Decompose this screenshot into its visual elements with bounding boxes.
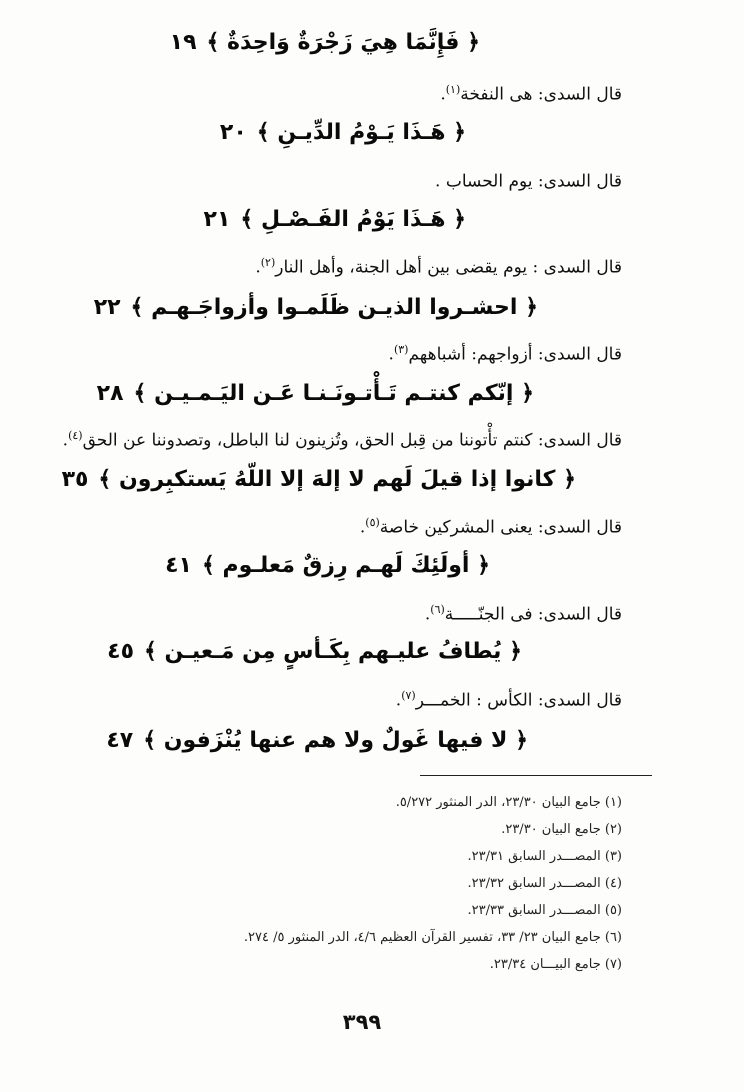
commentary-line <box>440 77 622 108</box>
commentary-text: قال السدى: يعنى المشركين خاصة <box>379 517 622 538</box>
verse-number: ٢٨ <box>96 381 124 406</box>
verse-text: ﴿ هَـذَا يَـوْمُ الدِّيـنِ ﴾ <box>256 120 466 145</box>
commentary-line <box>389 337 622 368</box>
commentary-text: قال السدى : يوم يقضى بين أهل الجنة، وأهل النار <box>275 257 622 278</box>
commentary-text: قال السدى: فى الجنّـــــة <box>444 604 622 625</box>
commentary-tail: . <box>62 430 69 451</box>
verse-number: ٢١ <box>203 207 231 232</box>
verse-line <box>170 28 480 58</box>
footnote-separator <box>420 775 652 776</box>
footnote: (١) جامع البيان ٢٣/٣٠، الدر المنثور ٥/٢٧٢. <box>395 795 622 810</box>
verse-line <box>204 205 466 235</box>
commentary-tail: . <box>388 344 394 365</box>
footnote: (٥) المصـــدر السابق ٢٣/٣٣. <box>467 903 622 918</box>
commentary-tail: . <box>359 517 366 538</box>
verse-number: ٤١ <box>165 553 192 578</box>
verse-text: ﴿ يُطافُ عليـهم بِكَـأسٍ مِن مَـعيـن ﴾ <box>144 639 522 664</box>
commentary-line <box>425 597 622 628</box>
footnote-ref: (١) <box>445 83 461 96</box>
footnote-ref: (٤) <box>68 429 83 442</box>
verse-number: ٣٥ <box>61 467 89 492</box>
verse-number: ٤٥ <box>107 639 134 664</box>
verse-line <box>97 379 534 409</box>
verse-text: ﴿ فَإِنَّمَا هِيَ زَجْرَةٌ وَاحِدَةٌ ﴾ <box>206 30 480 55</box>
commentary-text: قال السدى: كنتم تأْتوننا من قِبل الحق، وتُزينون لنا الباطل، وتصدوننا عن الحق <box>82 430 622 451</box>
verse-text: ﴿ كانوا إذا قيلَ لَهم لا إلهَ إلا اللّهُ يَستكبِرون ﴾ <box>98 467 576 492</box>
commentary-text: قال السدى: الكأس : الخمـــر <box>415 690 622 711</box>
commentary-line <box>435 164 622 195</box>
footnote-ref: (٥) <box>365 516 380 529</box>
footnote-ref: (٧) <box>401 689 416 702</box>
verse-line <box>94 293 538 323</box>
verse-text: ﴿ هَـذَا يَوْمُ الفَـصْـلِ ﴾ <box>240 207 466 232</box>
footnote: (٤) المصـــدر السابق ٢٣/٣٢. <box>467 876 622 891</box>
verse-line <box>62 465 576 495</box>
commentary-text: قال السدى: أزواجهم: أشباههم <box>408 344 622 365</box>
verse-line <box>107 637 522 667</box>
verse-text: ﴿ إنّكم كنتـم تَـأْتـونَـنـا عَـن اليَـمـيـن ﴾ <box>133 381 534 406</box>
commentary-text: قال السدى: هى النفخة <box>460 84 622 105</box>
footnote: (٦) جامع البيان ٢٣/ ٣٣، تفسير القرآن العظيم ٤/٦، الدر المنثور ٥/ ٢٧٤. <box>243 930 622 945</box>
verse-number: ١٩ <box>169 30 197 55</box>
verse-number: ٢٢ <box>93 295 121 320</box>
verse-number: ٢٠ <box>219 120 247 145</box>
verse-number: ٤٧ <box>106 728 134 753</box>
commentary-tail: . <box>424 604 431 625</box>
verse-line <box>165 551 490 581</box>
footnote-ref: (٣) <box>393 343 409 356</box>
commentary-text: قال السدى: يوم الحساب . <box>435 171 622 192</box>
footnote-ref: (٢) <box>260 256 276 269</box>
commentary-line <box>255 250 622 281</box>
verse-text: ﴿ أولَئِكَ لَهـم رِزقٌ مَعلـوم ﴾ <box>201 553 490 578</box>
commentary-line <box>360 510 622 541</box>
commentary-tail: . <box>395 690 402 711</box>
verse-line <box>220 118 466 148</box>
commentary-line <box>63 423 622 454</box>
verse-text: ﴿ لا فيها غَولٌ ولا هم عنها يُنْزَفون ﴾ <box>143 728 528 753</box>
verse-text: ﴿ احشـروا الذيـن ظَلَمـوا وأزواجَـهـم ﴾ <box>130 295 538 320</box>
verse-line <box>106 726 528 756</box>
page-number: ٣٩٩ <box>342 1010 382 1034</box>
commentary-tail: . <box>440 84 446 105</box>
footnote: (٣) المصـــدر السابق ٢٣/٣١. <box>467 849 622 864</box>
commentary-line <box>396 683 622 714</box>
footnote-ref: (٦) <box>430 603 445 616</box>
footnote: (٢) جامع البيان ٢٣/٣٠. <box>501 822 622 837</box>
commentary-tail: . <box>255 257 261 278</box>
footnote: (٧) جامع البيـــان ٢٣/٣٤. <box>489 957 622 972</box>
